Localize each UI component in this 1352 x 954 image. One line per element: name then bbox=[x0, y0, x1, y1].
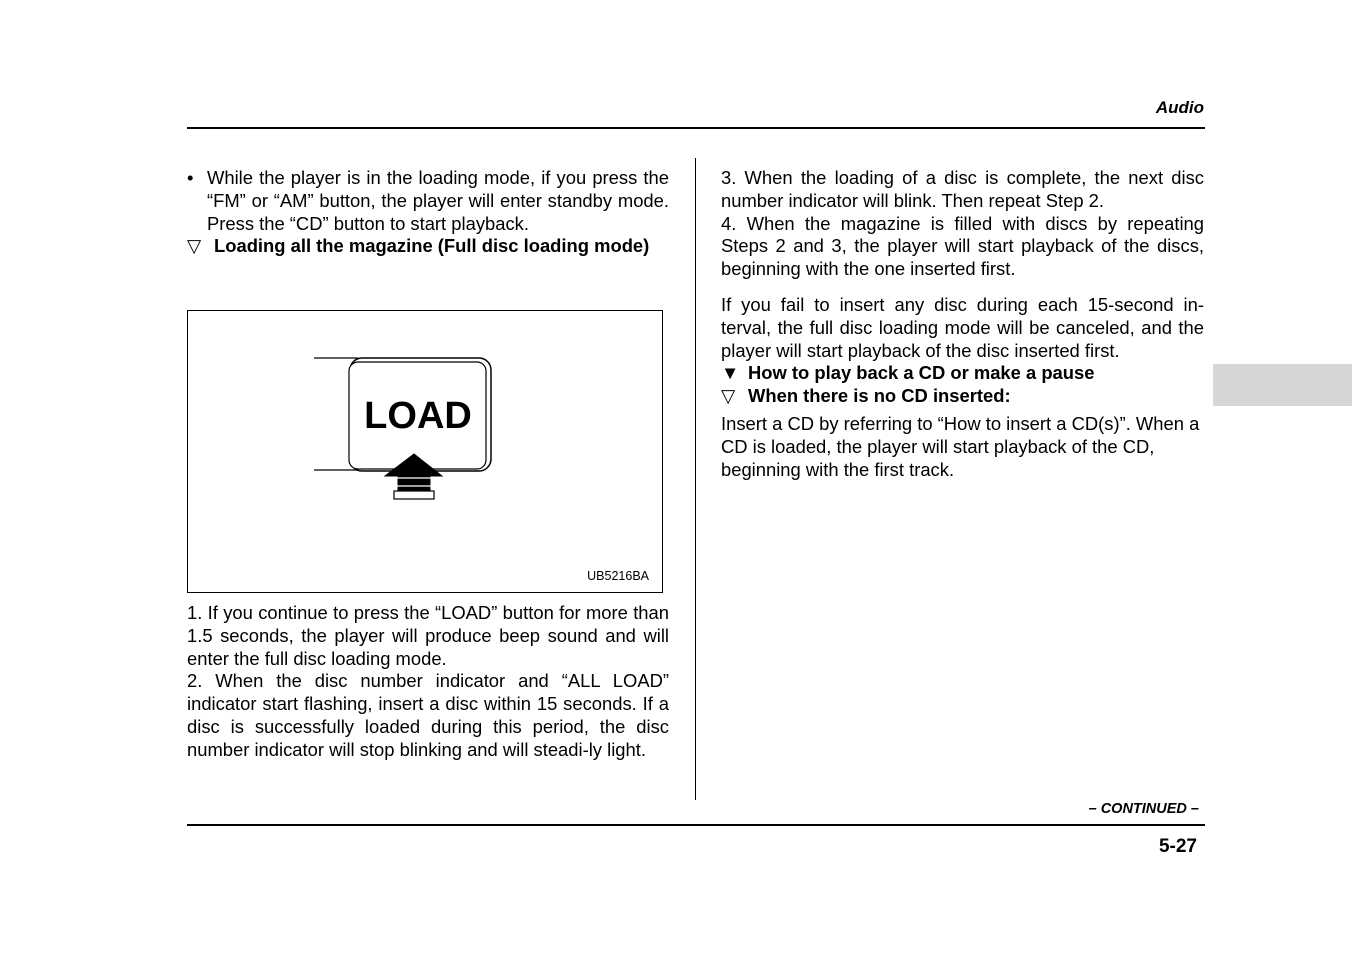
open-triangle-icon: ▽ bbox=[721, 385, 736, 407]
figure-code: UB5216BA bbox=[587, 569, 649, 583]
load-button-illustration bbox=[188, 311, 664, 594]
continued-label: – CONTINUED – bbox=[1088, 801, 1199, 817]
insert-cd-text: Insert a CD by referring to “How to insert a CD(s)”. When a CD is loaded, the player will start playback of the CD, beginning with the first track. bbox=[721, 412, 1200, 480]
chapter-tab bbox=[1213, 364, 1352, 406]
section-title: Audio bbox=[1155, 98, 1204, 117]
fail-note: If you fail to insert any disc during each 15-second in-terval, the full disc loading mode will be canceled, and the player will start playback of the disc inserted first. bbox=[721, 293, 1204, 361]
subsection-heading bbox=[721, 385, 1204, 408]
left-column bbox=[187, 167, 669, 258]
column-divider bbox=[695, 158, 696, 800]
header-rule bbox=[187, 127, 1205, 129]
open-triangle-icon: ▽ bbox=[187, 235, 202, 257]
heading-text: How to play back a CD or make a pause bbox=[748, 362, 1095, 384]
step-4: 4. When the magazine is filled with discs by repeating Steps 2 and 3, the player will start playback of the discs, beginning with the one inserted first. bbox=[721, 212, 1204, 280]
bullet-note bbox=[187, 167, 669, 235]
bullet-note-text: While the player is in the loading mode, if you press the “FM” or “AM” button, the player will enter standby mode. Press the “CD” button to start playback. bbox=[207, 167, 669, 234]
solid-triangle-icon: ▼ bbox=[721, 362, 740, 384]
footer-rule bbox=[187, 824, 1205, 826]
page-number: 5-27 bbox=[1158, 836, 1197, 857]
subheading-text: Loading all the magazine (Full disc loading mode) bbox=[214, 235, 650, 257]
step-3: 3. When the loading of a disc is complete, the next disc number indicator will blink. Then repeat Step 2. bbox=[721, 167, 1204, 211]
section-subheading bbox=[187, 235, 669, 258]
right-column bbox=[721, 167, 1204, 481]
bullet-icon: • bbox=[187, 167, 194, 188]
subheading-text: When there is no CD inserted: bbox=[748, 385, 1011, 407]
section-heading bbox=[721, 362, 1204, 385]
load-label: LOAD bbox=[364, 395, 472, 437]
load-button-figure bbox=[187, 310, 663, 593]
step-2: 2. When the disc number indicator and “ALL LOAD” indicator start flashing, insert a disc within 15 seconds. If a disc is successfully loaded during this period, the disc number indicator will stop blinking and will steadi-ly light. bbox=[187, 670, 669, 760]
left-column-steps bbox=[187, 602, 669, 762]
step-1: 1. If you continue to press the “LOAD” button for more than 1.5 seconds, the player will produce beep sound and will enter the full disc loading mode. bbox=[187, 602, 669, 669]
